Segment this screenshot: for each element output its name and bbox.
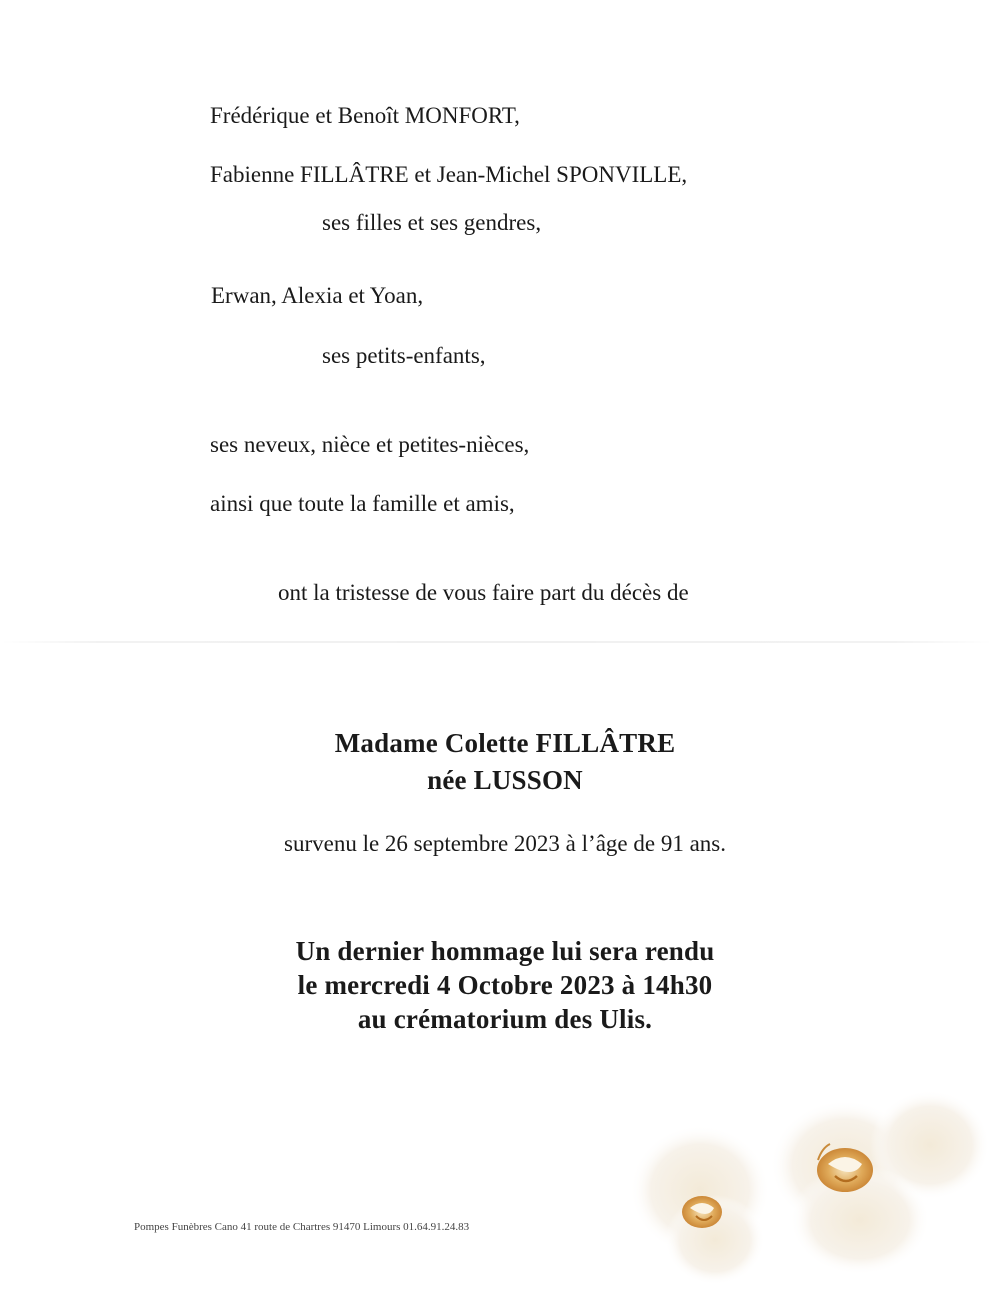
ceremony-line-3: au crématorium des Ulis.	[357, 1004, 653, 1034]
deceased-maiden-name: née LUSSON	[427, 765, 583, 795]
funeral-home-footer: Pompes Funèbres Cano 41 route de Chartres 91470 Limours 01.64.91.24.83	[134, 1221, 470, 1233]
death-details: survenu le 26 septembre 2023 à l’âge de 91 ans.	[284, 831, 726, 856]
family-line-6: ses neveux, nièce et petites-nièces,	[210, 432, 530, 457]
family-line-2: Fabienne FILLÂTRE et Jean-Michel SPONVILLE,	[210, 162, 688, 187]
family-line-1: Frédérique et Benoît MONFORT,	[210, 103, 520, 128]
ceremony-line-1: Un dernier hommage lui sera rendu	[295, 936, 715, 966]
ceremony-line-2: le mercredi 4 Octobre 2023 à 14h30	[297, 970, 713, 1000]
family-line-4: Erwan, Alexia et Yoan,	[211, 283, 424, 308]
family-line-7: ainsi que toute la famille et amis,	[210, 491, 515, 516]
family-line-3: ses filles et ses gendres,	[322, 210, 542, 235]
page-fold-divider	[0, 641, 993, 643]
deceased-name: Madame Colette FILLÂTRE	[334, 728, 676, 758]
family-line-5: ses petits-enfants,	[322, 343, 486, 368]
orchid-flowers-icon	[630, 1090, 993, 1294]
announcement-line: ont la tristesse de vous faire part du décès de	[278, 580, 689, 605]
